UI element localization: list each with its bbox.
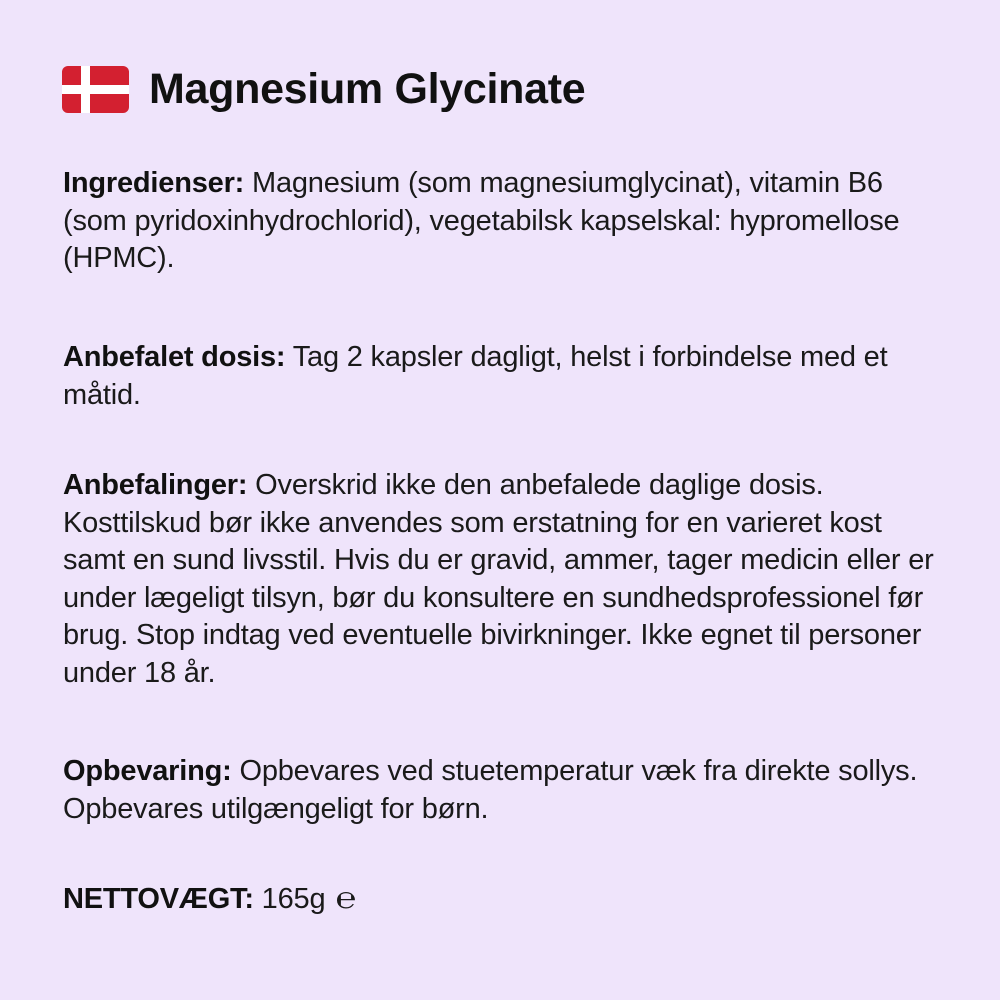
net-weight-section xyxy=(63,881,943,919)
denmark-flag-icon xyxy=(62,66,129,113)
recommendations-label: Anbefalinger: xyxy=(63,469,248,501)
header xyxy=(62,62,585,116)
recommendations-section xyxy=(63,467,943,692)
dosage-label: Anbefalet dosis: xyxy=(63,341,286,373)
recommendations-text: Overskrid ikke den anbefalede daglige dosis. Kosttilskud bør ikke anvendes som erstatning for en varieret kost samt en sund livsstil. Hvis du er gravid, ammer, tager medicin eller er under lægeligt tilsyn, bør du konsultere en sundhedsprofessionel før brug. Stop indtag ved eventuelle bivirkninger. Ikke egnet til personer under 18 år. xyxy=(63,469,934,689)
estimated-sign-icon: ℮ xyxy=(335,881,357,916)
ingredients-section xyxy=(63,165,943,278)
storage-label: Opbevaring: xyxy=(63,755,232,787)
page-title: Magnesium Glycinate xyxy=(149,64,586,113)
net-weight-value: 165g xyxy=(261,883,326,915)
ingredients-label: Ingredienser: xyxy=(63,167,245,199)
storage-text: Opbevares ved stuetemperatur væk fra direkte sollys. Opbevares utilgængeligt for børn. xyxy=(63,755,918,825)
dosage-text: Tag 2 kapsler dagligt, helst i forbindelse med et måtid. xyxy=(63,341,888,411)
dosage-section xyxy=(63,339,943,414)
ingredients-text: Magnesium (som magnesiumglycinat), vitamin B6 (som pyridoxinhydrochlorid), vegetabilsk kapselskal: hypromellose (HPMC). xyxy=(63,167,900,274)
net-weight-label: NETTOVÆGT: xyxy=(63,883,254,915)
storage-section xyxy=(63,753,943,828)
